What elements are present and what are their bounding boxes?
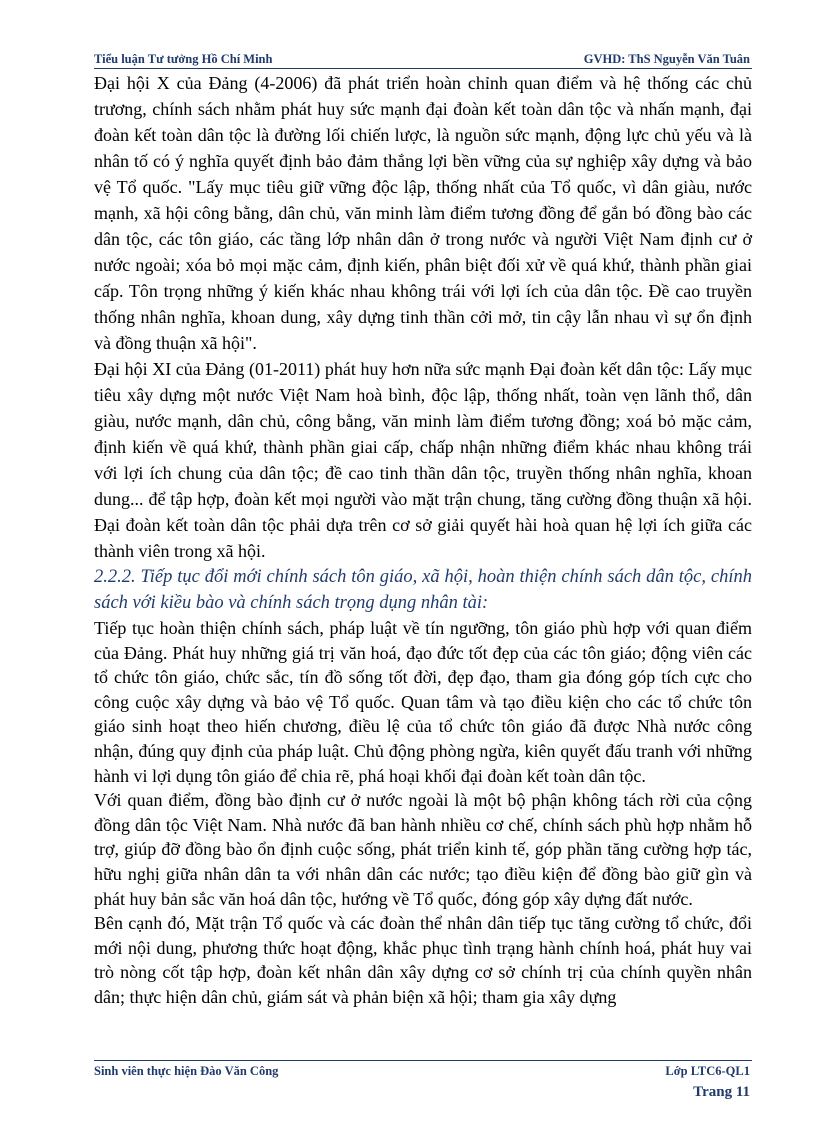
page-header	[94, 48, 750, 68]
paragraph-dai-hoi-x: Đại hội X của Đảng (4-2006) đã phát triển hoàn chỉnh quan điểm và hệ thống các chủ trương, chính sách nhằm phát huy sức mạnh đại đoàn kết toàn dân tộc và nhấn mạnh, đại đoàn kết toàn dân tộc là đường lối chiến lược, là nguồn sức mạnh, động lực chủ yếu và là nhân tố có ý nghĩa quyết định bảo đảm thắng lợi bền vững của sự nghiệp xây dựng và bảo vệ Tổ quốc. "Lấy mục tiêu giữ vững độc lập, thống nhất của Tổ quốc, vì dân giàu, nước mạnh, xã hội công bằng, dân chủ, văn minh làm điểm tương đồng để gắn bó đồng bào các dân tộc, các tôn giáo, các tầng lớp nhân dân ở trong nước và người Việt Nam định cư ở nước ngoài; xóa bỏ mọi mặc cảm, định kiến, phân biệt đối xử về quá khứ, thành phần giai cấp. Tôn trọng những ý kiến khác nhau không trái với lợi ích của dân tộc. Đề cao truyền thống nhân nghĩa, khoan dung, xây dựng tinh thần cởi mở, tin cậy lẫn nhau vì sự ổn định và đồng thuận xã hội".	[94, 73, 752, 353]
paragraph-fatherland-front: Bên cạnh đó, Mặt trận Tổ quốc và các đoàn thể nhân dân tiếp tục tăng cường tổ chức, đổi mới nội dung, phương thức hoạt động, khắc phục tình trạng hành chính hoá, phát huy vai trò nòng cốt tập hợp, đoàn kết nhân dân xây dựng cơ sở chính trị của chính quyền nhân dân; thực hiện dân chủ, giám sát và phản biện xã hội; tham gia xây dựng	[94, 913, 752, 1007]
footer-divider	[94, 1060, 752, 1061]
paragraph-religion-policy: Tiếp tục hoàn thiện chính sách, pháp luật về tín ngưỡng, tôn giáo phù hợp với quan điểm của Đảng. Phát huy những giá trị văn hoá, đạo đức tốt đẹp của các tôn giáo; động viên các tổ chức tôn giáo, chức sắc, tín đồ sống tốt đời, đẹp đạo, tham gia đóng góp tích cực cho công cuộc xây dựng và bảo vệ Tổ quốc. Quan tâm và tạo điều kiện cho các tổ chức tôn giáo sinh hoạt theo hiến chương, điều lệ của tổ chức tôn giáo đã được Nhà nước công nhận, đúng quy định của pháp luật. Chủ động phòng ngừa, kiên quyết đấu tranh với những hành vi lợi dụng tôn giáo để chia rẽ, phá hoại khối đại đoàn kết toàn dân tộc.	[94, 618, 752, 786]
header-instructor: GVHD: ThS Nguyễn Văn Tuân	[583, 52, 750, 66]
page-footer	[94, 1064, 752, 1104]
page-number: Trang 11	[693, 1084, 750, 1100]
header-course-title: Tiểu luận Tư tưởng Hồ Chí Minh	[94, 52, 273, 66]
document-body	[94, 70, 752, 1010]
paragraph-overseas-vietnamese: Với quan điểm, đồng bào định cư ở nước ngoài là một bộ phận không tách rời của cộng đồng dân tộc Việt Nam. Nhà nước đã ban hành nhiều cơ chế, chính sách phù hợp nhằm hỗ trợ, giúp đỡ đồng bào ổn định cuộc sống, phát triển kinh tế, góp phần tăng cường hợp tác, hữu nghị giữa nhân dân ta với nhân dân các nước; tạo điều kiện để đồng bào giữ gìn và phát huy bản sắc văn hoá dân tộc, hướng về Tổ quốc, đóng góp xây dựng đất nước.	[94, 790, 752, 909]
footer-class: Lớp LTC6-QL1	[665, 1064, 750, 1078]
paragraph-dai-hoi-xi: Đại hội XI của Đảng (01-2011) phát huy hơn nữa sức mạnh Đại đoàn kết dân tộc: Lấy mục tiêu xây dựng một nước Việt Nam hoà bình, độc lập, thống nhất, toàn vẹn lãnh thổ, dân giàu, nước mạnh, dân chủ, công bằng, văn minh làm điểm tương đồng; xoá bỏ mặc cảm, định kiến về quá khứ, thành phần giai cấp, chấp nhận những điểm khác nhau không trái với lợi ích chung của dân tộc; đề cao tinh thần dân tộc, truyền thống nhân nghĩa, khoan dung... để tập hợp, đoàn kết mọi người vào mặt trận chung, tăng cường đồng thuận xã hội. Đại đoàn kết toàn dân tộc phải dựa trên cơ sở giải quyết hài hoà quan hệ lợi ích giữa các thành viên trong xã hội.	[94, 359, 752, 561]
section-heading: 2.2.2. Tiếp tục đổi mới chính sách tôn giáo, xã hội, hoàn thiện chính sách dân tộc, chính sách với kiều bào và chính sách trọng dụng nhân tài:	[94, 567, 752, 613]
header-divider	[94, 68, 752, 69]
footer-student: Sinh viên thực hiện Đào Văn Công	[94, 1064, 279, 1078]
